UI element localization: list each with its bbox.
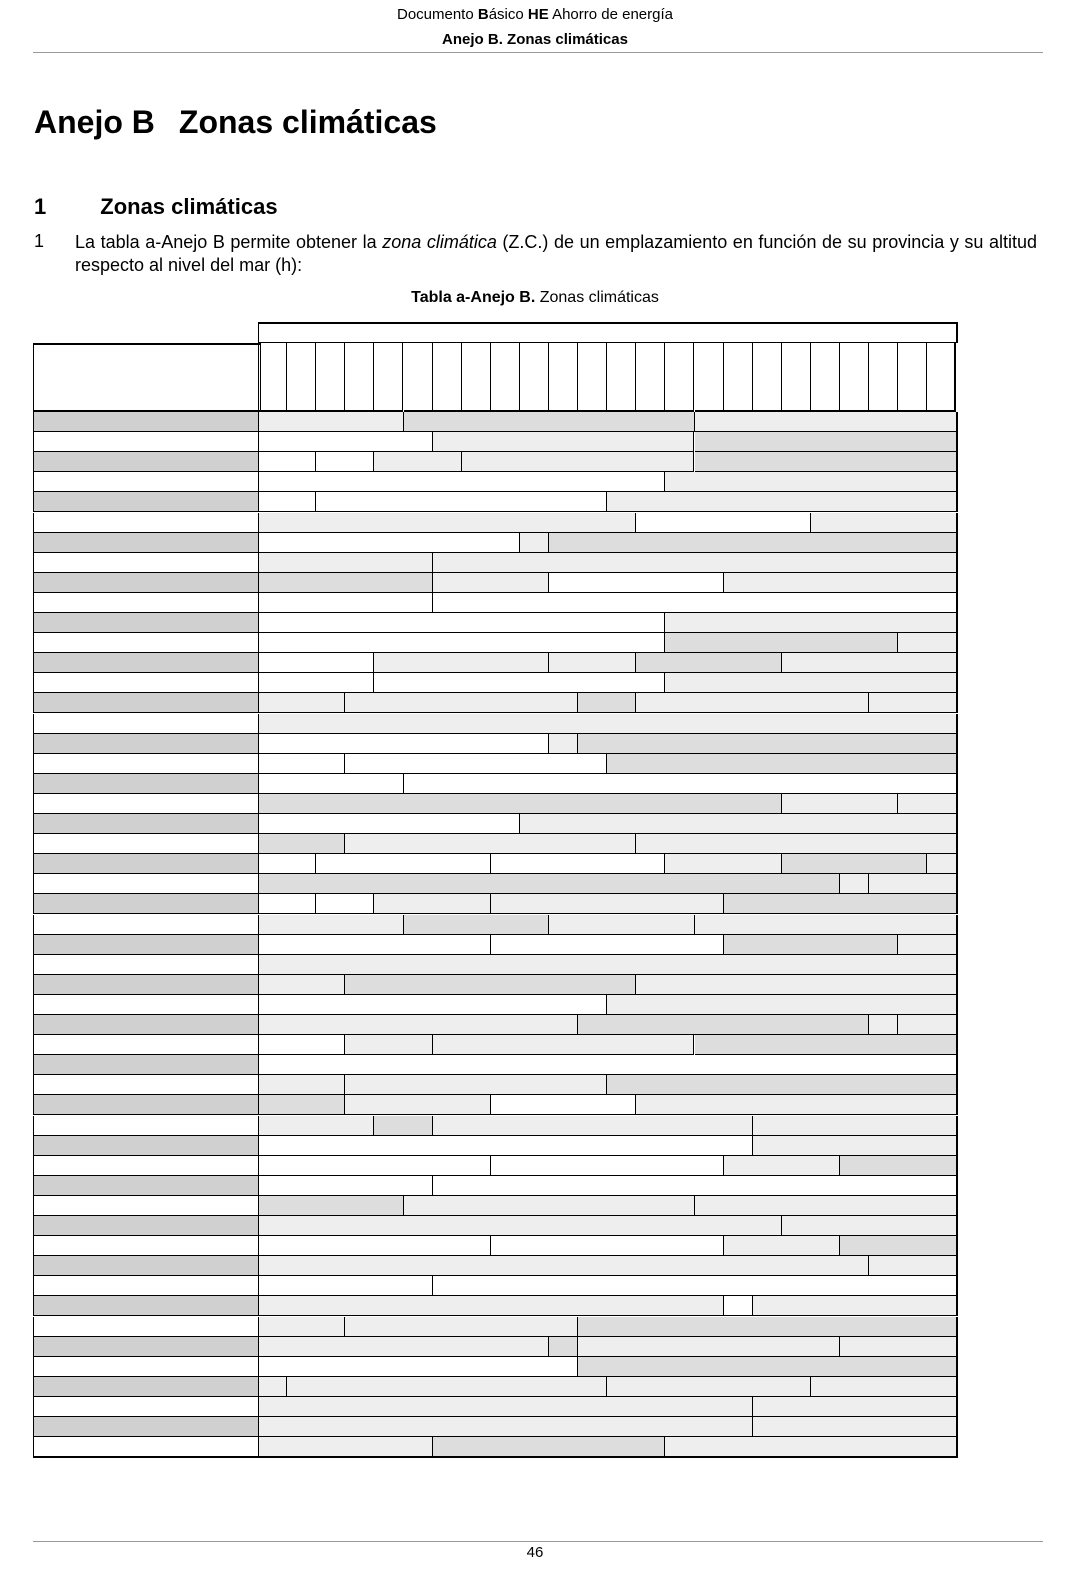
- climate-zone-cell: [258, 673, 374, 693]
- climate-zone-cell: [258, 854, 316, 874]
- climate-zone-cell: [258, 1236, 491, 1256]
- province-name: [33, 1236, 261, 1256]
- climate-zone-cell: [665, 673, 958, 693]
- climate-zone-cell: [578, 734, 958, 754]
- climate-zone-cell: [258, 1397, 753, 1417]
- climate-zone-cell: [636, 834, 958, 854]
- province-name: [33, 1296, 261, 1316]
- climate-zone-cell: [607, 1377, 811, 1397]
- altitude-column-header: [753, 343, 782, 412]
- altitude-column-header: [316, 343, 345, 412]
- footer-divider: [33, 1541, 1043, 1542]
- province-name: [33, 492, 261, 512]
- climate-zone-cell: [578, 1337, 840, 1357]
- climate-zone-cell: [665, 633, 898, 653]
- climate-zone-cell: [374, 894, 490, 914]
- climate-zone-cell: [869, 693, 958, 713]
- altitude-column-header: [782, 343, 811, 412]
- climate-zone-cell: [433, 593, 959, 613]
- altitude-column-header: [374, 343, 403, 412]
- province-name: [33, 1095, 261, 1115]
- climate-zone-cell: [258, 553, 433, 573]
- climate-zone-cell: [433, 553, 959, 573]
- altitude-column-header: [578, 343, 607, 412]
- climate-zone-cell: [258, 955, 958, 975]
- climate-zone-cell: [316, 894, 374, 914]
- climate-zone-cell: [258, 513, 636, 533]
- province-name: [33, 1317, 261, 1337]
- climate-zone-cell: [753, 1417, 959, 1437]
- province-name: [33, 734, 261, 754]
- climate-zone-cell: [491, 854, 666, 874]
- climate-zone-cell: [433, 1035, 695, 1055]
- table-bottom-border: [33, 1456, 958, 1458]
- climate-zone-cell: [927, 854, 958, 874]
- climate-zone-cell: [840, 874, 869, 894]
- climate-zone-cell: [695, 1035, 959, 1055]
- climate-zone-cell: [491, 1156, 724, 1176]
- province-name: [33, 1437, 261, 1457]
- climate-zone-cell: [404, 774, 959, 794]
- province-header: [33, 343, 261, 412]
- climate-zone-cell: [404, 1196, 695, 1216]
- province-name: [33, 1136, 261, 1156]
- climate-zone-cell: [258, 533, 520, 553]
- altitude-column-header: [927, 343, 956, 412]
- province-name: [33, 1256, 261, 1276]
- climate-zone-cell: [724, 1296, 753, 1316]
- province-name: [33, 1055, 261, 1075]
- climate-zone-cell: [724, 894, 959, 914]
- section-heading: 1 Zonas climáticas: [34, 194, 278, 219]
- climate-zone-cell: [258, 1055, 958, 1075]
- climate-zone-cell: [782, 1216, 959, 1236]
- climate-zone-cell: [258, 1417, 753, 1437]
- altitude-column-header: [258, 343, 287, 412]
- province-name: [33, 794, 261, 814]
- climate-zone-cell: [782, 794, 898, 814]
- climate-zone-cell: [345, 754, 607, 774]
- climate-zone-cell: [404, 915, 550, 935]
- climate-zone-cell: [258, 1116, 374, 1136]
- province-name: [33, 854, 261, 874]
- province-name: [33, 573, 261, 593]
- climate-zone-cell: [869, 1015, 898, 1035]
- climate-zone-cell: [549, 653, 636, 673]
- climate-zone-cell: [549, 1337, 578, 1357]
- climate-zone-cell: [345, 1075, 607, 1095]
- climate-zone-cell: [345, 834, 636, 854]
- province-name: [33, 754, 261, 774]
- climate-zone-cell: [258, 1136, 753, 1156]
- climate-zone-cell: [433, 1116, 753, 1136]
- province-name: [33, 653, 261, 673]
- climate-zone-cell: [549, 915, 695, 935]
- climate-zone-cell: [258, 412, 404, 432]
- climate-zone-cell: [258, 1337, 549, 1357]
- climate-zone-cell: [520, 814, 959, 834]
- climate-zone-cell: [345, 1095, 491, 1115]
- climate-zone-cell: [258, 1276, 433, 1296]
- province-name: [33, 452, 261, 472]
- province-name: [33, 915, 261, 935]
- climate-zone-cell: [316, 492, 607, 512]
- climate-zone-cell: [665, 472, 958, 492]
- climate-zone-cell: [753, 1116, 959, 1136]
- climate-zone-cell: [665, 854, 781, 874]
- province-name: [33, 613, 261, 633]
- province-name: [33, 1377, 261, 1397]
- climate-zone-cell: [636, 693, 869, 713]
- altitude-column-header: [491, 343, 520, 412]
- climate-zone-cell: [258, 1156, 491, 1176]
- climate-zone-cell: [898, 633, 958, 653]
- province-name: [33, 533, 261, 553]
- climate-zone-cell: [724, 935, 899, 955]
- province-name: [33, 1357, 261, 1377]
- climate-zone-cell: [258, 573, 433, 593]
- province-name: [33, 1196, 261, 1216]
- altitude-column-header: [345, 343, 374, 412]
- climate-zone-cell: [695, 432, 959, 452]
- climate-zone-cell: [258, 492, 316, 512]
- climate-zone-cell: [549, 573, 724, 593]
- altitude-column-header: [520, 343, 549, 412]
- climate-zone-cell: [258, 1075, 345, 1095]
- province-name: [33, 714, 261, 734]
- province-name: [33, 955, 261, 975]
- climate-zone-cell: [287, 1377, 607, 1397]
- altitude-column-header: [695, 343, 724, 412]
- climate-zone-cell: [258, 452, 316, 472]
- province-name: [33, 1337, 261, 1357]
- climate-zone-cell: [898, 1015, 958, 1035]
- altitude-column-header: [549, 343, 578, 412]
- province-name: [33, 412, 261, 432]
- altitude-column-header: [869, 343, 898, 412]
- climate-zone-cell: [491, 894, 724, 914]
- climate-zone-cell: [724, 573, 959, 593]
- climate-zone-cell: [898, 794, 958, 814]
- climate-zone-cell: [491, 935, 724, 955]
- climate-zone-cell: [433, 1276, 959, 1296]
- province-name: [33, 673, 261, 693]
- climate-zone-cell: [316, 452, 374, 472]
- climate-zone-cell: [258, 834, 345, 854]
- climate-zone-cell: [258, 613, 665, 633]
- climate-zone-cell: [695, 1196, 959, 1216]
- climate-zone-cell: [840, 1236, 958, 1256]
- climate-zone-cell: [258, 1296, 724, 1316]
- climate-zone-cell: [840, 1337, 958, 1357]
- climate-zone-cell: [869, 874, 958, 894]
- climate-zone-cell: [753, 1397, 959, 1417]
- climate-zone-cell: [258, 1377, 287, 1397]
- climate-zone-cell: [345, 693, 578, 713]
- province-name: [33, 1276, 261, 1296]
- climate-zone-cell: [607, 995, 958, 1015]
- province-name: [33, 633, 261, 653]
- altitude-column-header: [404, 343, 433, 412]
- altitude-column-header: [607, 343, 636, 412]
- climate-zone-cell: [258, 1317, 345, 1337]
- table-caption: Tabla a-Anejo B. Zonas climáticas: [411, 289, 659, 306]
- climate-zone-cell: [549, 533, 958, 553]
- climate-zone-cell: [258, 1176, 433, 1196]
- province-name: [33, 1015, 261, 1035]
- climate-zone-cell: [811, 513, 959, 533]
- climate-zone-cell: [258, 915, 404, 935]
- altitude-column-header: [287, 343, 316, 412]
- province-name: [33, 935, 261, 955]
- altitude-column-header: [840, 343, 869, 412]
- climate-zone-cell: [258, 995, 607, 1015]
- province-name: [33, 1075, 261, 1095]
- climate-zone-cell: [258, 1015, 578, 1035]
- climate-zone-cell: [258, 1196, 404, 1216]
- altitude-column-header: [811, 343, 840, 412]
- climate-zone-cell: [578, 693, 636, 713]
- province-name: [33, 693, 261, 713]
- climate-zone-cell: [258, 593, 433, 613]
- climate-zone-cell: [695, 452, 959, 472]
- climate-zone-cell: [404, 412, 695, 432]
- climate-zone-cell: [898, 935, 958, 955]
- climate-zone-cell: [636, 1095, 958, 1115]
- province-name: [33, 1176, 261, 1196]
- climate-zone-cell: [753, 1296, 959, 1316]
- climate-zone-cell: [607, 754, 958, 774]
- climate-zone-cell: [491, 1095, 637, 1115]
- climate-zone-cell: [345, 1035, 432, 1055]
- climate-zone-cell: [258, 1357, 578, 1377]
- annex-heading: Anejo B Zonas climáticas: [34, 104, 437, 140]
- climate-zone-cell: [549, 734, 578, 754]
- climate-zone-cell: [258, 432, 433, 452]
- altitude-column-header: [898, 343, 927, 412]
- running-header-title: Documento Básico HE Ahorro de energía: [396, 6, 673, 23]
- province-name: [33, 593, 261, 613]
- climate-zone-cell: [665, 1437, 958, 1457]
- climate-zone-cell: [258, 1256, 869, 1276]
- province-name: [33, 1156, 261, 1176]
- altitude-column-header: [636, 343, 665, 412]
- altitude-column-header: [462, 343, 491, 412]
- province-name: [33, 774, 261, 794]
- altitude-column-header: [433, 343, 462, 412]
- province-name: [33, 834, 261, 854]
- climate-zone-cell: [782, 854, 928, 874]
- climate-zone-cell: [258, 874, 840, 894]
- climate-zone-cell: [724, 1236, 840, 1256]
- climate-zone-cell: [869, 1256, 958, 1276]
- province-name: [33, 975, 261, 995]
- climate-zone-cell: [258, 1216, 782, 1236]
- climate-zone-cell: [578, 1317, 958, 1337]
- climate-zone-cell: [258, 814, 520, 834]
- climate-zone-cell: [607, 492, 958, 512]
- climate-zone-cell: [695, 412, 959, 432]
- province-name: [33, 1216, 261, 1236]
- province-name: [33, 513, 261, 533]
- paragraph-number: 1: [34, 231, 45, 251]
- climate-zone-cell: [724, 1156, 840, 1176]
- altitude-column-header: [665, 343, 694, 412]
- province-name: [33, 1397, 261, 1417]
- climate-zone-cell: [258, 693, 345, 713]
- climate-zone-cell: [811, 1377, 959, 1397]
- province-name: [33, 995, 261, 1015]
- province-name: [33, 1417, 261, 1437]
- climate-zone-cell: [578, 1357, 958, 1377]
- province-name: [33, 553, 261, 573]
- climate-zone-cell: [636, 513, 811, 533]
- climate-zone-cell: [433, 1176, 959, 1196]
- climate-zone-cell: [433, 1437, 666, 1457]
- climate-zone-cell: [258, 935, 491, 955]
- climate-zone-cell: [840, 1156, 958, 1176]
- climate-zone-cell: [258, 1437, 433, 1457]
- climate-zone-cell: [665, 613, 958, 633]
- page-number: 46: [526, 1544, 544, 1561]
- climate-zone-cell: [374, 1116, 432, 1136]
- province-name: [33, 894, 261, 914]
- header-divider: [33, 52, 1043, 53]
- climate-zone-cell: [520, 533, 549, 553]
- climate-zone-cell: [258, 774, 404, 794]
- climate-zone-cell: [258, 653, 374, 673]
- climate-zone-cell: [345, 975, 636, 995]
- climate-zone-cell: [258, 734, 549, 754]
- climate-zone-cell: [462, 452, 695, 472]
- climate-zone-cell: [258, 472, 665, 492]
- climate-zone-cell: [258, 633, 665, 653]
- climate-zone-cell: [433, 432, 695, 452]
- running-header-subtitle: Anejo B. Zonas climáticas: [442, 31, 628, 48]
- climate-zone-cell: [374, 653, 549, 673]
- climate-zone-cell: [258, 1035, 345, 1055]
- climate-zone-cell: [374, 452, 461, 472]
- province-name: [33, 1035, 261, 1055]
- climate-zone-cell: [782, 653, 959, 673]
- altitude-group-header: [258, 322, 958, 343]
- climate-zone-cell: [258, 894, 316, 914]
- climate-zone-cell: [433, 573, 549, 593]
- climate-zone-cell: [258, 794, 782, 814]
- climate-zone-cell: [258, 1095, 345, 1115]
- province-name: [33, 432, 261, 452]
- climate-zone-cell: [258, 975, 345, 995]
- climate-zone-cell: [258, 714, 958, 734]
- climate-zone-cell: [607, 1075, 958, 1095]
- climate-zone-cell: [374, 673, 665, 693]
- province-name: [33, 874, 261, 894]
- climate-zone-cell: [316, 854, 491, 874]
- climate-zone-cell: [636, 653, 782, 673]
- climate-zone-cell: [258, 754, 345, 774]
- province-name: [33, 1116, 261, 1136]
- province-name: [33, 814, 261, 834]
- altitude-column-header: [724, 343, 753, 412]
- climate-zone-cell: [345, 1317, 578, 1337]
- climate-zone-cell: [753, 1136, 959, 1156]
- climate-zone-cell: [695, 915, 959, 935]
- intro-paragraph: La tabla a-Anejo B permite obtener la zona climática (Z.C.) de un emplazamiento en función de su provincia y su altitud respecto al nivel del mar (h):: [75, 232, 1038, 275]
- province-name: [33, 472, 261, 492]
- climate-zone-cell: [578, 1015, 869, 1035]
- climate-zone-cell: [491, 1236, 724, 1256]
- climate-zone-cell: [636, 975, 958, 995]
